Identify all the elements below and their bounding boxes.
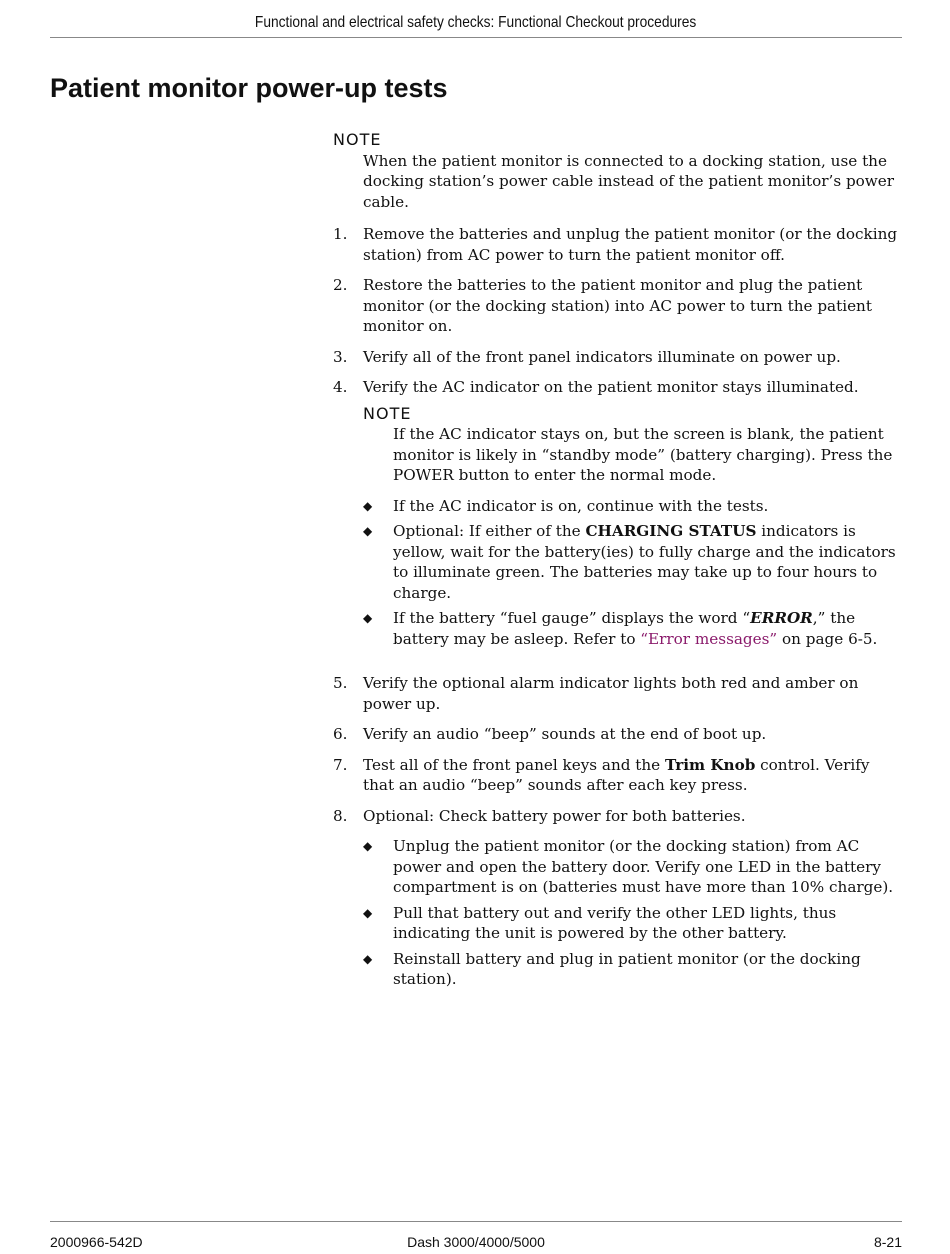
- bullet-item: [363, 521, 903, 603]
- step-7: [333, 755, 903, 796]
- page-number: 8-21: [873, 1234, 902, 1250]
- error-messages-link[interactable]: “Error messages”: [640, 629, 778, 648]
- procedure-content: [333, 130, 903, 995]
- step-number: 7.: [333, 755, 348, 774]
- step-1: [333, 224, 903, 265]
- note-label: NOTE: [333, 130, 382, 149]
- step-text: Verify an audio “beep” sounds at the end of boot up.: [363, 725, 767, 743]
- bullet-text-part: ,” the battery may be asleep. Refer to: [393, 609, 856, 648]
- diamond-bullet-icon: ◆: [363, 524, 373, 538]
- page-title: Patient monitor power-up tests: [50, 73, 448, 103]
- step-number: 3.: [333, 347, 348, 366]
- step-text: Verify all of the front panel indicators illuminate on power up.: [363, 347, 841, 366]
- diamond-bullet-icon: ◆: [363, 611, 373, 625]
- note-text: If the AC indicator stays on, but the screen is blank, the patient monitor is likely in “standby mode” (battery charging). Press the POWER button to enter the normal mode.: [393, 425, 893, 484]
- step-6: [333, 724, 903, 745]
- step-text: Remove the batteries and unplug the patient monitor (or the docking station) from AC power to turn the patient monitor off.: [363, 225, 898, 264]
- step-number: 6.: [333, 725, 348, 743]
- diamond-bullet-icon: ◆: [363, 951, 373, 966]
- page-footer: [50, 1221, 902, 1254]
- note-label: NOTE: [363, 403, 412, 423]
- trim-knob-label: Trim Knob: [665, 755, 756, 774]
- step-4-details: [363, 404, 903, 650]
- error-word: ERROR: [750, 609, 813, 627]
- step-text: Verify the AC indicator on the patient monitor stays illuminated.: [363, 378, 859, 396]
- bullet-text: [393, 608, 903, 649]
- bullet-text: [393, 521, 903, 603]
- step-2: [333, 275, 903, 337]
- bullet-item: [363, 836, 903, 898]
- diamond-bullet-icon: ◆: [363, 839, 373, 853]
- running-header-text: Functional and electrical safety checks: Functional Checkout procedures: [255, 14, 697, 31]
- bullet-text: Unplug the patient monitor (or the docking station) from AC power and open the battery door. Verify one LED in the battery compartment is on (batteries must have more than 10% charge).: [393, 837, 894, 896]
- charging-status-label: CHARGING STATUS: [585, 522, 757, 540]
- step-number: 8.: [333, 806, 348, 825]
- bullet-text: Reinstall battery and plug in patient monitor (or the docking station).: [393, 949, 861, 988]
- step-text: Restore the batteries to the patient monitor and plug the patient monitor (or the docking station) into AC power to turn the patient monitor on.: [363, 276, 872, 335]
- step-text: Verify the optional alarm indicator lights both red and amber on power up.: [363, 674, 859, 713]
- step-3: [333, 347, 903, 368]
- bullet-text-part: on page 6-5.: [777, 629, 878, 648]
- step-5: [333, 673, 903, 714]
- diamond-bullet-icon: ◆: [363, 905, 373, 920]
- document-number: 2000966-542D: [50, 1234, 143, 1250]
- step-text-part: Test all of the front panel keys and the: [363, 755, 665, 774]
- bullet-text-part: Optional: If either of the: [393, 522, 586, 540]
- step-number: 2.: [333, 276, 348, 294]
- running-header: [50, 14, 902, 38]
- step-8: [333, 806, 903, 827]
- bullet-text-part: If the battery “fuel gauge” displays the word “: [393, 609, 751, 627]
- bullet-text: If the AC indicator is on, continue with the tests.: [393, 496, 769, 515]
- step-8-details: [363, 836, 903, 990]
- bullet-text: Pull that battery out and verify the other LED lights, thus indicating the unit is powered by the other battery.: [393, 903, 837, 942]
- diamond-bullet-icon: ◆: [363, 498, 373, 513]
- bullet-item: [363, 903, 903, 944]
- step-number: 1.: [333, 225, 348, 243]
- step-text-part: control. Verify that an audio “beep” sounds after each key press.: [363, 755, 870, 794]
- bullet-item: [363, 496, 903, 517]
- note-text: When the patient monitor is connected to a docking station, use the docking station’s power cable instead of the patient monitor’s power cable.: [363, 151, 895, 211]
- step-text: [363, 755, 903, 796]
- step-number: 4.: [333, 378, 348, 396]
- product-name: Dash 3000/4000/5000: [407, 1234, 545, 1250]
- bullet-text-part: indicators is yellow, wait for the battery(ies) to fully charge and the indicators to illuminate green. The batteries may take up to four hours to charge.: [393, 522, 896, 602]
- bullet-item: [363, 608, 903, 649]
- bullet-item: [363, 949, 903, 990]
- step-text: Optional: Check battery power for both batteries.: [363, 806, 746, 825]
- step-4: [333, 377, 903, 398]
- step-number: 5.: [333, 674, 348, 692]
